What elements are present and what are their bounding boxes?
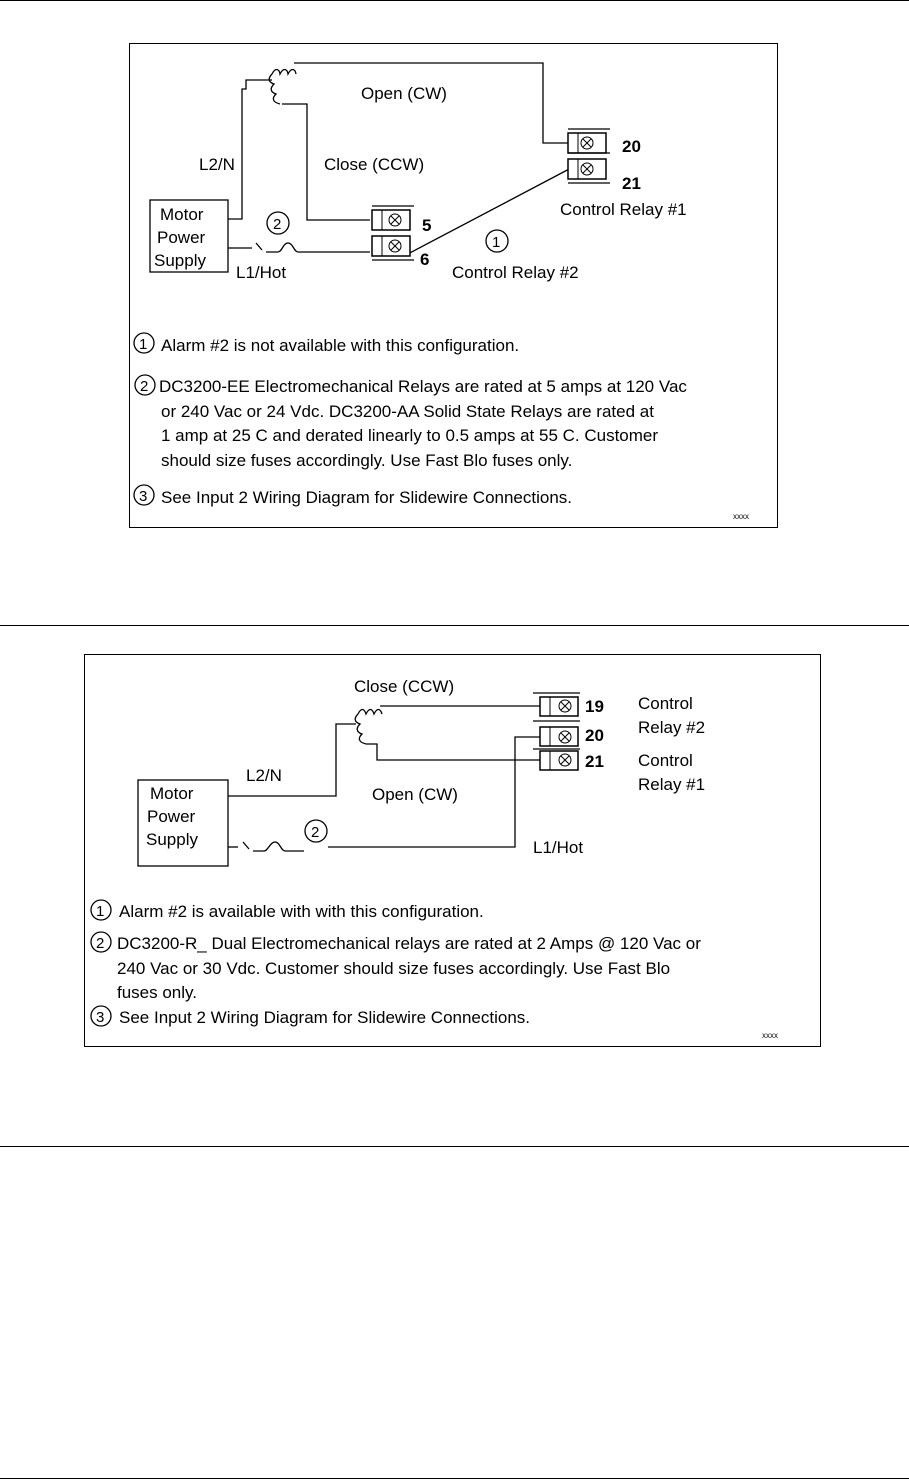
terminal-5: 5 [422,216,432,235]
wire-open [294,63,568,143]
note-3-text: See Input 2 Wiring Diagram for Slidewire Connections. [119,1008,531,1027]
note-2-line-1: DC3200-EE Electromechanical Relays are rated at 5 amps at 120 Vac [159,377,687,396]
note-2-line-2: 240 Vac or 30 Vdc. Customer should size fuses accordingly. Use Fast Blo [117,959,671,978]
note-3-number: 3 [96,1009,105,1026]
terminal-6: 6 [420,250,430,269]
note-2-line-2: or 240 Vac or 24 Vdc. DC3200-AA Solid State Relays are rated at [161,402,654,421]
note-1-text: Alarm #2 is not available with this configuration. [161,336,520,355]
note-2-line-3: fuses only. [117,983,198,1002]
diagram-1 [134,63,749,521]
marker-2: 2 [273,216,282,233]
wire-jumper-6-21 [404,167,573,256]
marker-2: 2 [311,824,320,841]
terminal-20: 20 [622,137,641,156]
wire-l2n [228,80,272,219]
label-l2n: L2/N [246,766,282,785]
marker-1: 1 [492,234,501,251]
label-open: Open (CW) [361,84,447,103]
note-2-line-1: DC3200-R_ Dual Electromechanical relays are rated at 2 Amps @ 120 Vac or [117,934,701,953]
diagram-2 [91,677,778,1040]
terminal-21: 21 [622,174,641,193]
diagram-2-ref: xxxx [762,1031,778,1040]
note-1-text: Alarm #2 is available with with this configuration. [119,902,484,921]
power-supply-line-2: Power [147,807,196,826]
wire-open [366,744,540,760]
label-relay-2-line-2: Relay #2 [638,718,706,737]
note-1-number: 1 [139,336,148,353]
motor-coil-1 [269,70,296,105]
label-open: Open (CW) [372,785,458,804]
label-control-relay-1: Control Relay #1 [560,200,687,219]
power-supply-line-1: Motor [160,205,204,224]
label-l1hot: L1/Hot [533,838,584,857]
power-supply-line-1: Motor [150,784,194,803]
power-supply-line-2: Power [157,228,206,247]
label-relay-1-line-2: Relay #1 [638,775,706,794]
note-2-line-3: 1 amp at 25 C and derated linearly to 0.5 amps at 55 C. Customer [161,426,659,445]
fuse-icon [243,842,304,851]
note-2-number: 2 [140,378,149,395]
motor-coil-2 [355,710,382,745]
terminal-21: 21 [585,752,604,771]
label-close: Close (CCW) [324,155,425,174]
label-relay-1-line-1: Control [638,751,693,770]
label-l2n: L2/N [199,155,235,174]
diagram-1-notes [134,333,687,507]
note-3-number: 3 [139,488,148,505]
terminal-19: 19 [585,697,604,716]
label-l1hot: L1/Hot [236,263,287,282]
diagram-1-ref: xxxx [733,512,749,521]
terminal-block-relay-1 [568,129,610,183]
diagram-2-notes [91,900,701,1027]
power-supply-line-3: Supply [146,830,198,849]
note-3-text: See Input 2 Wiring Diagram for Slidewire Connections. [161,488,573,507]
label-relay-2-line-1: Control [638,694,693,713]
note-2-number: 2 [96,935,105,952]
note-1-number: 1 [96,903,105,920]
note-2-line-4: should size fuses accordingly. Use Fast Blo fuses only. [161,451,573,470]
fuse-icon [256,243,370,252]
power-supply-line-3: Supply [154,251,206,270]
terminal-block-2 [533,693,580,770]
wire-l2n [228,724,356,796]
terminal-block-relay-2 [372,206,414,260]
label-control-relay-2: Control Relay #2 [452,263,579,282]
terminal-20: 20 [585,726,604,745]
label-close: Close (CCW) [354,677,455,696]
